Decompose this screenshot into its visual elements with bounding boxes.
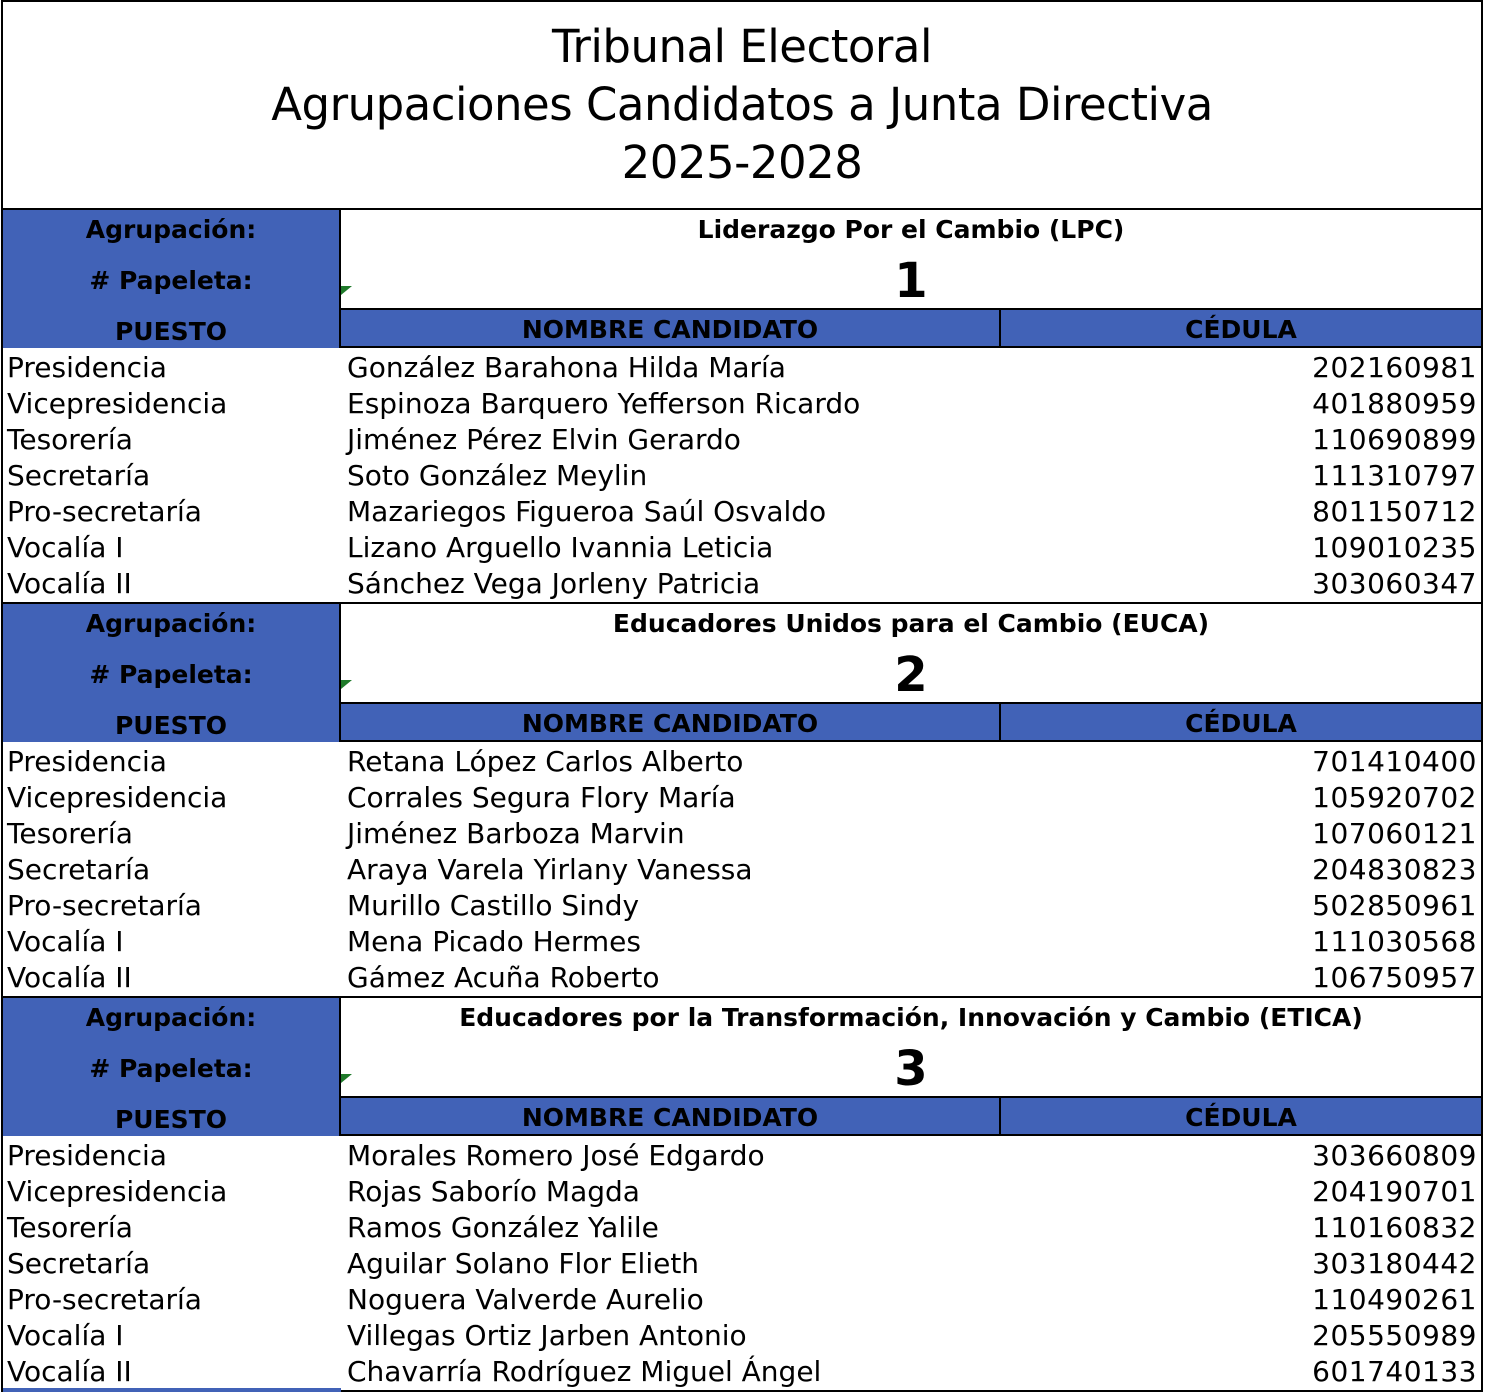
ballot-number[interactable] [341, 250, 1481, 310]
table-row[interactable] [3, 924, 1481, 960]
cell-puesto[interactable]: Tesorería [7, 1211, 133, 1244]
group-header [3, 604, 1481, 742]
cell-cedula[interactable]: 107060121 [1312, 817, 1477, 850]
cell-nombre[interactable]: Jiménez Pérez Elvin Gerardo [347, 423, 741, 456]
agrupacion-label: Agrupación: [85, 609, 257, 638]
table-row[interactable] [3, 1210, 1481, 1246]
table-row[interactable] [3, 1174, 1481, 1210]
cell-cedula[interactable]: 205550989 [1312, 1319, 1477, 1352]
cell-cedula[interactable]: 701410400 [1312, 745, 1477, 778]
agrupacion-label: Agrupación: [85, 1003, 257, 1032]
ballot-number-value: 2 [894, 647, 928, 703]
spreadsheet-sheet [1, 0, 1483, 1392]
table-row[interactable] [3, 744, 1481, 780]
table-row[interactable] [3, 422, 1481, 458]
cedula-header[interactable]: CÉDULA [1185, 709, 1297, 738]
comment-flag-icon [341, 286, 352, 295]
group-label-column [3, 210, 341, 348]
puesto-header[interactable]: PUESTO [114, 317, 227, 346]
table-row[interactable] [3, 1354, 1481, 1390]
candidate-group [3, 998, 1481, 1392]
cell-nombre[interactable]: Villegas Ortiz Jarben Antonio [347, 1319, 747, 1352]
title-line-3: 2025-2028 [621, 136, 863, 189]
group-info-column [341, 604, 1481, 742]
cell-cedula[interactable]: 204830823 [1312, 853, 1477, 886]
cell-puesto[interactable]: Vocalía II [7, 567, 132, 600]
nombre-header[interactable]: NOMBRE CANDIDATO [341, 310, 1001, 346]
cell-puesto[interactable]: Tesorería [7, 817, 133, 850]
papeleta-label: # Papeleta: [89, 266, 253, 295]
cell-cedula[interactable]: 204190701 [1312, 1175, 1477, 1208]
cell-cedula[interactable]: 110490261 [1312, 1283, 1477, 1316]
cell-cedula[interactable]: 303060347 [1312, 567, 1477, 600]
column-headers [341, 310, 1481, 348]
table-row[interactable] [3, 852, 1481, 888]
puesto-header[interactable]: PUESTO [114, 711, 227, 740]
cell-nombre[interactable]: Murillo Castillo Sindy [347, 889, 640, 922]
table-row[interactable] [3, 816, 1481, 852]
cell-nombre[interactable]: Aguilar Solano Flor Elieth [347, 1247, 700, 1280]
cedula-header[interactable]: CÉDULA [1185, 1103, 1297, 1132]
ballot-number[interactable] [341, 1038, 1481, 1098]
cell-puesto[interactable]: Vicepresidencia [7, 781, 228, 814]
cell-cedula[interactable]: 801150712 [1312, 495, 1477, 528]
cell-cedula[interactable]: 106750957 [1312, 961, 1477, 994]
table-row[interactable] [3, 1318, 1481, 1354]
cell-puesto[interactable]: Vocalía II [7, 1355, 132, 1388]
cell-cedula[interactable]: 401880959 [1312, 387, 1477, 420]
cell-puesto[interactable]: Secretaría [7, 1247, 151, 1280]
table-row[interactable] [3, 1282, 1481, 1318]
cell-cedula[interactable]: 303180442 [1312, 1247, 1477, 1280]
cell-cedula[interactable]: 502850961 [1312, 889, 1477, 922]
cell-nombre[interactable]: Soto González Meylin [347, 459, 648, 492]
cell-cedula[interactable]: 110160832 [1312, 1211, 1477, 1244]
table-row[interactable] [3, 888, 1481, 924]
group-info-column [341, 998, 1481, 1136]
cell-nombre[interactable]: Sánchez Vega Jorleny Patricia [347, 567, 761, 600]
group-name[interactable]: Educadores Unidos para el Cambio (EUCA) [612, 609, 1210, 638]
papeleta-label: # Papeleta: [89, 660, 253, 689]
agrupacion-label: Agrupación: [85, 215, 257, 244]
table-row[interactable] [3, 494, 1481, 530]
table-row[interactable] [3, 1138, 1481, 1174]
cell-puesto[interactable]: Vicepresidencia [7, 1175, 228, 1208]
cell-puesto[interactable]: Pro-secretaría [7, 889, 202, 922]
cell-puesto[interactable]: Vocalía I [7, 925, 124, 958]
cell-puesto[interactable]: Vocalía I [7, 531, 124, 564]
cell-nombre[interactable]: Jiménez Barboza Marvin [347, 817, 685, 850]
group-name[interactable]: Educadores por la Transformación, Innovación y Cambio (ETICA) [459, 1003, 1363, 1032]
cell-cedula[interactable]: 111310797 [1312, 459, 1477, 492]
cell-cedula[interactable]: 303660809 [1312, 1139, 1477, 1172]
cell-puesto[interactable]: Pro-secretaría [7, 495, 202, 528]
group-header [3, 998, 1481, 1136]
cell-cedula[interactable]: 109010235 [1312, 531, 1477, 564]
cell-nombre[interactable]: Retana López Carlos Alberto [347, 745, 744, 778]
cell-nombre[interactable]: Araya Varela Yirlany Vanessa [347, 853, 753, 886]
cell-nombre[interactable]: Rojas Saborío Magda [347, 1175, 640, 1208]
cell-cedula[interactable]: 202160981 [1312, 351, 1477, 384]
candidate-rows [3, 1136, 1481, 1392]
group-label-column [3, 998, 341, 1136]
bottom-strip [3, 1388, 341, 1392]
group-header [3, 210, 1481, 348]
table-row[interactable] [3, 530, 1481, 566]
table-row[interactable] [3, 1246, 1481, 1282]
candidate-rows [3, 348, 1481, 604]
nombre-header[interactable]: NOMBRE CANDIDATO [341, 1098, 1001, 1134]
cell-nombre[interactable]: Chavarría Rodríguez Miguel Ángel [347, 1355, 822, 1388]
cell-nombre[interactable]: Mazariegos Figueroa Saúl Osvaldo [347, 495, 827, 528]
ballot-number[interactable] [341, 644, 1481, 704]
cell-puesto[interactable]: Tesorería [7, 423, 133, 456]
groups-container [3, 210, 1481, 1392]
group-name[interactable]: Liderazgo Por el Cambio (LPC) [697, 215, 1125, 244]
table-row[interactable] [3, 780, 1481, 816]
puesto-header[interactable]: PUESTO [114, 1105, 227, 1134]
table-row[interactable] [3, 960, 1481, 996]
cell-puesto[interactable]: Secretaría [7, 853, 151, 886]
cell-nombre[interactable]: Ramos González Yalile [347, 1211, 659, 1244]
cedula-header[interactable]: CÉDULA [1185, 315, 1297, 344]
cell-puesto[interactable]: Presidencia [7, 745, 167, 778]
cell-nombre[interactable]: González Barahona Hilda María [347, 351, 786, 384]
title-line-2: Agrupaciones Candidatos a Junta Directiva [271, 78, 1213, 131]
cell-cedula[interactable]: 105920702 [1312, 781, 1477, 814]
nombre-header[interactable]: NOMBRE CANDIDATO [341, 704, 1001, 740]
cell-cedula[interactable]: 110690899 [1312, 423, 1477, 456]
cell-nombre[interactable]: Lizano Arguello Ivannia Leticia [347, 531, 774, 564]
candidate-group [3, 210, 1481, 604]
cell-puesto[interactable]: Vocalía I [7, 1319, 124, 1352]
candidate-rows [3, 742, 1481, 998]
ballot-number-value: 3 [894, 1041, 928, 1097]
cell-nombre[interactable]: Noguera Valverde Aurelio [347, 1283, 704, 1316]
cell-puesto[interactable]: Vicepresidencia [7, 387, 228, 420]
papeleta-label: # Papeleta: [89, 1054, 253, 1083]
group-label-column [3, 604, 341, 742]
cell-nombre[interactable]: Gámez Acuña Roberto [347, 961, 660, 994]
cell-nombre[interactable]: Morales Romero José Edgardo [347, 1139, 765, 1172]
column-headers [341, 1098, 1481, 1136]
ballot-number-value: 1 [894, 253, 928, 309]
table-row[interactable] [3, 458, 1481, 494]
cell-nombre[interactable]: Espinoza Barquero Yefferson Ricardo [347, 387, 861, 420]
table-row[interactable] [3, 386, 1481, 422]
comment-flag-icon [341, 680, 352, 689]
cell-puesto[interactable]: Secretaría [7, 459, 151, 492]
cell-nombre[interactable]: Mena Picado Hermes [347, 925, 641, 958]
cell-cedula[interactable]: 601740133 [1312, 1355, 1477, 1388]
title-line-1: Tribunal Electoral [552, 20, 932, 73]
comment-flag-icon [341, 1074, 352, 1083]
candidate-group [3, 604, 1481, 998]
cell-nombre[interactable]: Corrales Segura Flory María [347, 781, 736, 814]
cell-puesto[interactable]: Pro-secretaría [7, 1283, 202, 1316]
table-row[interactable] [3, 566, 1481, 602]
column-headers [341, 704, 1481, 742]
table-row[interactable] [3, 350, 1481, 386]
cell-puesto[interactable]: Presidencia [7, 351, 167, 384]
cell-puesto[interactable]: Presidencia [7, 1139, 167, 1172]
title-block [3, 2, 1481, 210]
group-info-column [341, 210, 1481, 348]
cell-puesto[interactable]: Vocalía II [7, 961, 132, 994]
cell-cedula[interactable]: 111030568 [1312, 925, 1477, 958]
